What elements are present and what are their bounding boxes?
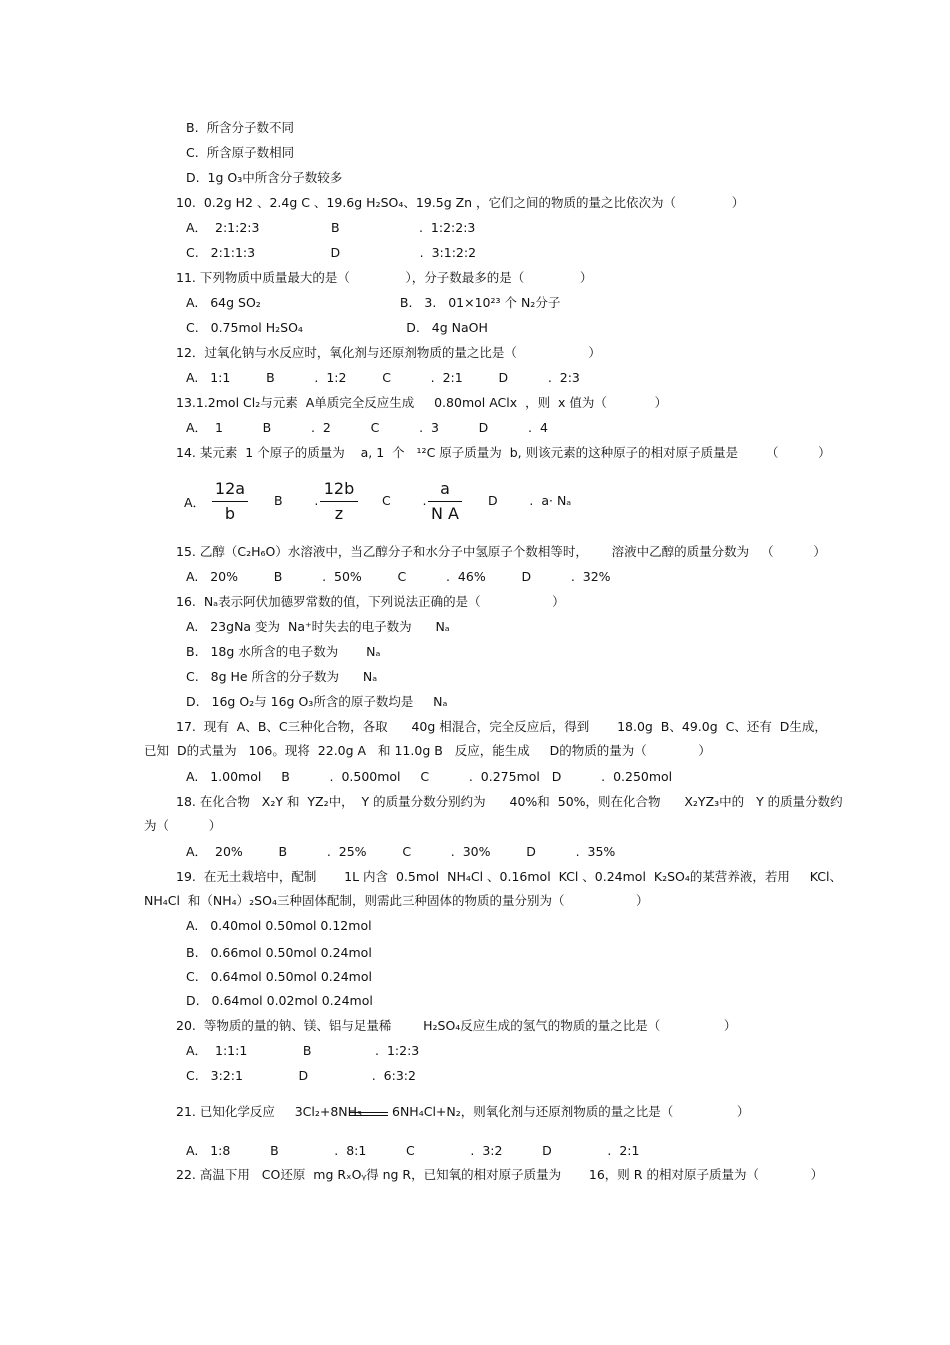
question-21-options: A. 1:8 B . 8:1 C . 3:2 D . 2:1 [186, 1143, 640, 1158]
question-16-option-b: B. 18g 水所含的电子数为 Nₐ [186, 644, 381, 659]
question-11-options-cd: C. 0.75mol H₂SO₄ D. 4g NaOH [186, 320, 488, 335]
question-19-option-a: A. 0.40mol 0.50mol 0.12mol [186, 918, 372, 933]
question-13: 13.1.2mol Cl₂与元素 A单质完全反应生成 0.80mol AClx ，则 x 值为（ ） [176, 395, 668, 410]
question-17-options: A. 1.00mol B . 0.500mol C . 0.275mol D . 0.250mol [186, 769, 673, 784]
question-20: 20. 等物质的量的钠、镁、铝与足量稀 H₂SO₄反应生成的氢气的物质的量之比是（ ） [176, 1018, 737, 1033]
fraction-b-numerator: 12b [323, 479, 355, 498]
question-19-option-d: D. 0.64mol 0.02mol 0.24mol [186, 993, 373, 1008]
fraction-b [320, 478, 358, 525]
fraction-a-bar [212, 501, 248, 502]
reaction-equals-sign [350, 1112, 388, 1116]
option-b: B. 所含分子数不同 [186, 120, 294, 135]
option-c-label: C . [382, 493, 427, 508]
fraction-c [428, 478, 462, 525]
question-16-option-a: A. 23gNa 变为 Na⁺时失去的电子数为 Nₐ [186, 619, 450, 634]
question-21-prefix: 21. 已知化学反应 3Cl₂+8NH₃ [176, 1104, 363, 1119]
option-b-label: B . [274, 493, 319, 508]
question-16-option-c: C. 8g He 所含的分子数为 Nₐ [186, 669, 378, 684]
question-18-line-2: 为（ ） [144, 818, 222, 833]
question-18-line-1: 18. 在化合物 X₂Y 和 YZ₂中， Y 的质量分数分别约为 40%和 50%，则在化合物 X₂YZ₃中的 Y 的质量分数约 [176, 794, 843, 809]
question-16: 16. Nₐ表示阿伏加德罗常数的值，下列说法正确的是（ ） [176, 594, 565, 609]
question-19-option-c: C. 0.64mol 0.50mol 0.24mol [186, 969, 372, 984]
question-10: 10. 0.2g H2 、2.4g C 、19.6g H₂SO₄、19.5g Zn ，它们之间的物质的量之比依次为（ ） [176, 195, 745, 210]
question-14: 14. 某元素 1 个原子的质量为 a, 1 个 ¹²C 原子质量为 b, 则该元素的这种原子的相对原子质量是 （ ） [176, 445, 831, 460]
option-c: C. 所含原子数相同 [186, 145, 295, 160]
fraction-c-denominator: N A [431, 504, 459, 523]
fraction-b-denominator: z [334, 504, 344, 523]
fraction-a [212, 478, 248, 525]
question-11: 11. 下列物质中质量最大的是（ ），分子数最多的是（ ） [176, 270, 593, 285]
fraction-c-bar [428, 501, 462, 502]
question-17-line-2: 已知 D的式量为 106。现将 22.0g A 和 11.0g B 反应，能生成 D的物质的量为（ ） [144, 743, 711, 758]
question-15-options: A. 20% B . 50% C . 46% D . 32% [186, 569, 611, 584]
question-17-line-1: 17. 现有 A、B、C三种化合物，各取 40g 相混合，完全反应后，得到 18.0g B、49.0g C、还有 D生成， [176, 719, 827, 734]
question-16-option-d: D. 16g O₂与 16g O₃所含的原子数均是 Nₐ [186, 694, 448, 709]
question-20-options-ab: A． 1:1:1 B . 1:2:3 [186, 1043, 420, 1058]
fraction-b-bar [320, 501, 358, 502]
question-11-options-ab: A. 64g SO₂ B. 3. 01×10²³ 个 N₂分子 [186, 295, 561, 310]
fraction-c-numerator: a [440, 479, 450, 498]
fraction-a-denominator: b [224, 504, 236, 523]
option-d: D. 1g O₃中所含分子数较多 [186, 170, 343, 185]
question-10-options-cd: C. 2:1:1:3 D . 3:1:2:2 [186, 245, 477, 260]
question-10-options-ab: A． 2:1:2:3 B . 1:2:2:3 [186, 220, 476, 235]
option-d-label: D . a· Nₐ [488, 493, 572, 508]
question-13-options: A． 1 B . 2 C . 3 D . 4 [186, 420, 548, 435]
question-12-options: A. 1:1 B . 1:2 C . 2:1 D . 2:3 [186, 370, 580, 385]
question-19-line-1: 19. 在无土栽培中，配制 1L 内含 0.5mol NH₄Cl 、0.16mol KCl 、0.24mol K₂SO₄的某营养液，若用 KCl、 [176, 869, 842, 884]
question-19-option-b: B. 0.66mol 0.50mol 0.24mol [186, 945, 372, 960]
question-19-line-2: NH₄Cl 和（NH₄）₂SO₄三种固体配制，则需此三种固体的物质的量分别为（ ） [144, 893, 649, 908]
question-18-options: A． 20% B . 25% C . 30% D . 35% [186, 844, 616, 859]
question-20-options-cd: C. 3:2:1 D . 6:3:2 [186, 1068, 416, 1083]
question-21-suffix: 6NH₄Cl+N₂，则氧化剂与还原剂物质的量之比是（ ） [392, 1104, 750, 1119]
question-12: 12．过氧化钠与水反应时，氧化剂与还原剂物质的量之比是（ ） [176, 345, 601, 360]
question-15: 15. 乙醇（C₂H₆O）水溶液中，当乙醇分子和水分子中氢原子个数相等时， 溶液中乙醇的质量分数为 （ ） [176, 544, 826, 559]
fraction-a-numerator: 12a [214, 479, 246, 498]
option-a-label: A． [184, 495, 206, 510]
question-22: 22. 高温下用 CO还原 mg RₓOᵧ得 ng R，已知氧的相对原子质量为 16，则 R 的相对原子质量为（ ） [176, 1167, 824, 1182]
